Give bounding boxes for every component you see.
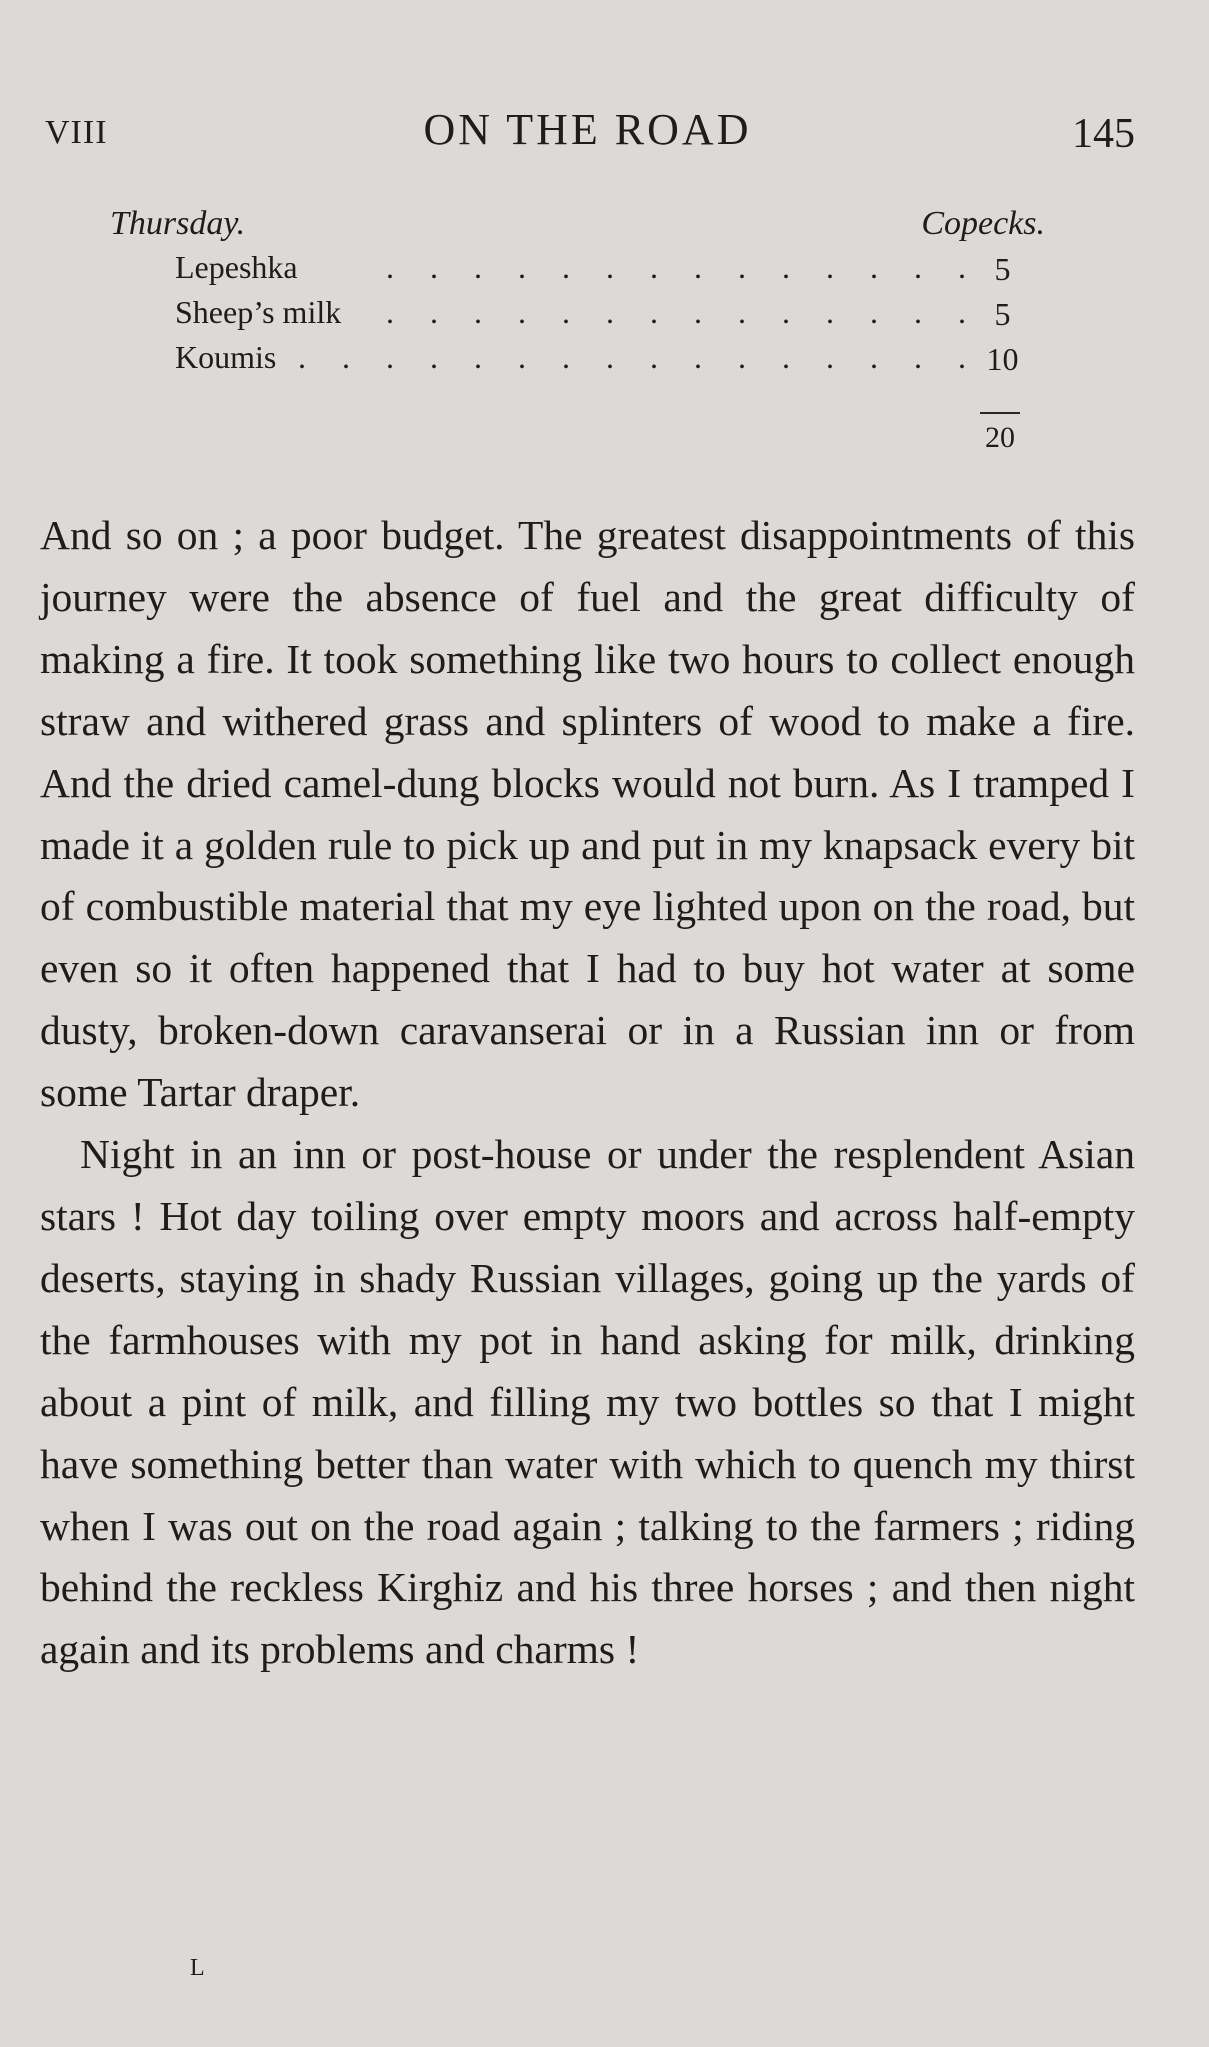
- sum-rule: [980, 412, 1020, 414]
- running-head: [40, 104, 1135, 164]
- leader-dots: . . . . . . . . . . . . . . . .: [298, 339, 980, 375]
- page-number: 145: [1072, 111, 1135, 157]
- paragraph: And so on ; a poor budget. The greatest disappointments of this journey were the absence of fuel and the great difficulty of making a fire. It took something like two hours to collect enough straw and withered grass and splinters of wood to make a fire. And the dried camel-dung blocks would not burn. As I tramped I made it a golden rule to pick up and put in my knapsack every bit of combustible material that my eye lighted upon on the road, but even so it often happened that I had to buy hot water at some dusty, broken-down caravanserai or in a Russian inn or from some Tartar draper.: [40, 512, 1135, 1116]
- chapter-number: VIII: [45, 114, 108, 151]
- running-title: ON THE ROAD: [423, 105, 752, 154]
- budget-day: Thursday.: [110, 205, 246, 242]
- budget-total: 20: [985, 421, 1015, 454]
- budget-item-amount: 10: [986, 341, 1019, 377]
- leader-dots: . . . . . . . . . . . . . .: [386, 249, 980, 285]
- budget-row: [175, 249, 1045, 294]
- budget-item-amount: 5: [994, 251, 1011, 287]
- budget-row: [175, 294, 1045, 339]
- leader-dots: . . . . . . . . . . . . . .: [386, 294, 980, 330]
- body-text: [40, 505, 1135, 1681]
- budget-header: [110, 205, 1045, 249]
- budget-item-name: Sheep’s milk: [175, 294, 347, 331]
- budget-unit: Copecks.: [921, 205, 1045, 242]
- budget-table: [110, 205, 1045, 454]
- signature-mark: L: [190, 1955, 206, 1981]
- paragraph: Night in an inn or post-house or under the resplendent Asian stars ! Hot day toiling over empty moors and across half-empty deserts, staying in shady Russian villages, going up the yards of the farmhouses with my pot in hand asking for milk, drinking about a pint of milk, and filling my two bottles so that I might have something better than water with which to quench my thirst when I was out on the road again ; talking to the farmers ; riding behind the reckless Kirghiz and his three horses ; and then night again and its problems and charms !: [40, 1131, 1135, 1673]
- budget-row: [175, 339, 1045, 384]
- budget-item-name: Koumis: [175, 339, 282, 376]
- budget-item-amount: 5: [994, 296, 1011, 332]
- budget-item-name: Lepeshka: [175, 249, 304, 286]
